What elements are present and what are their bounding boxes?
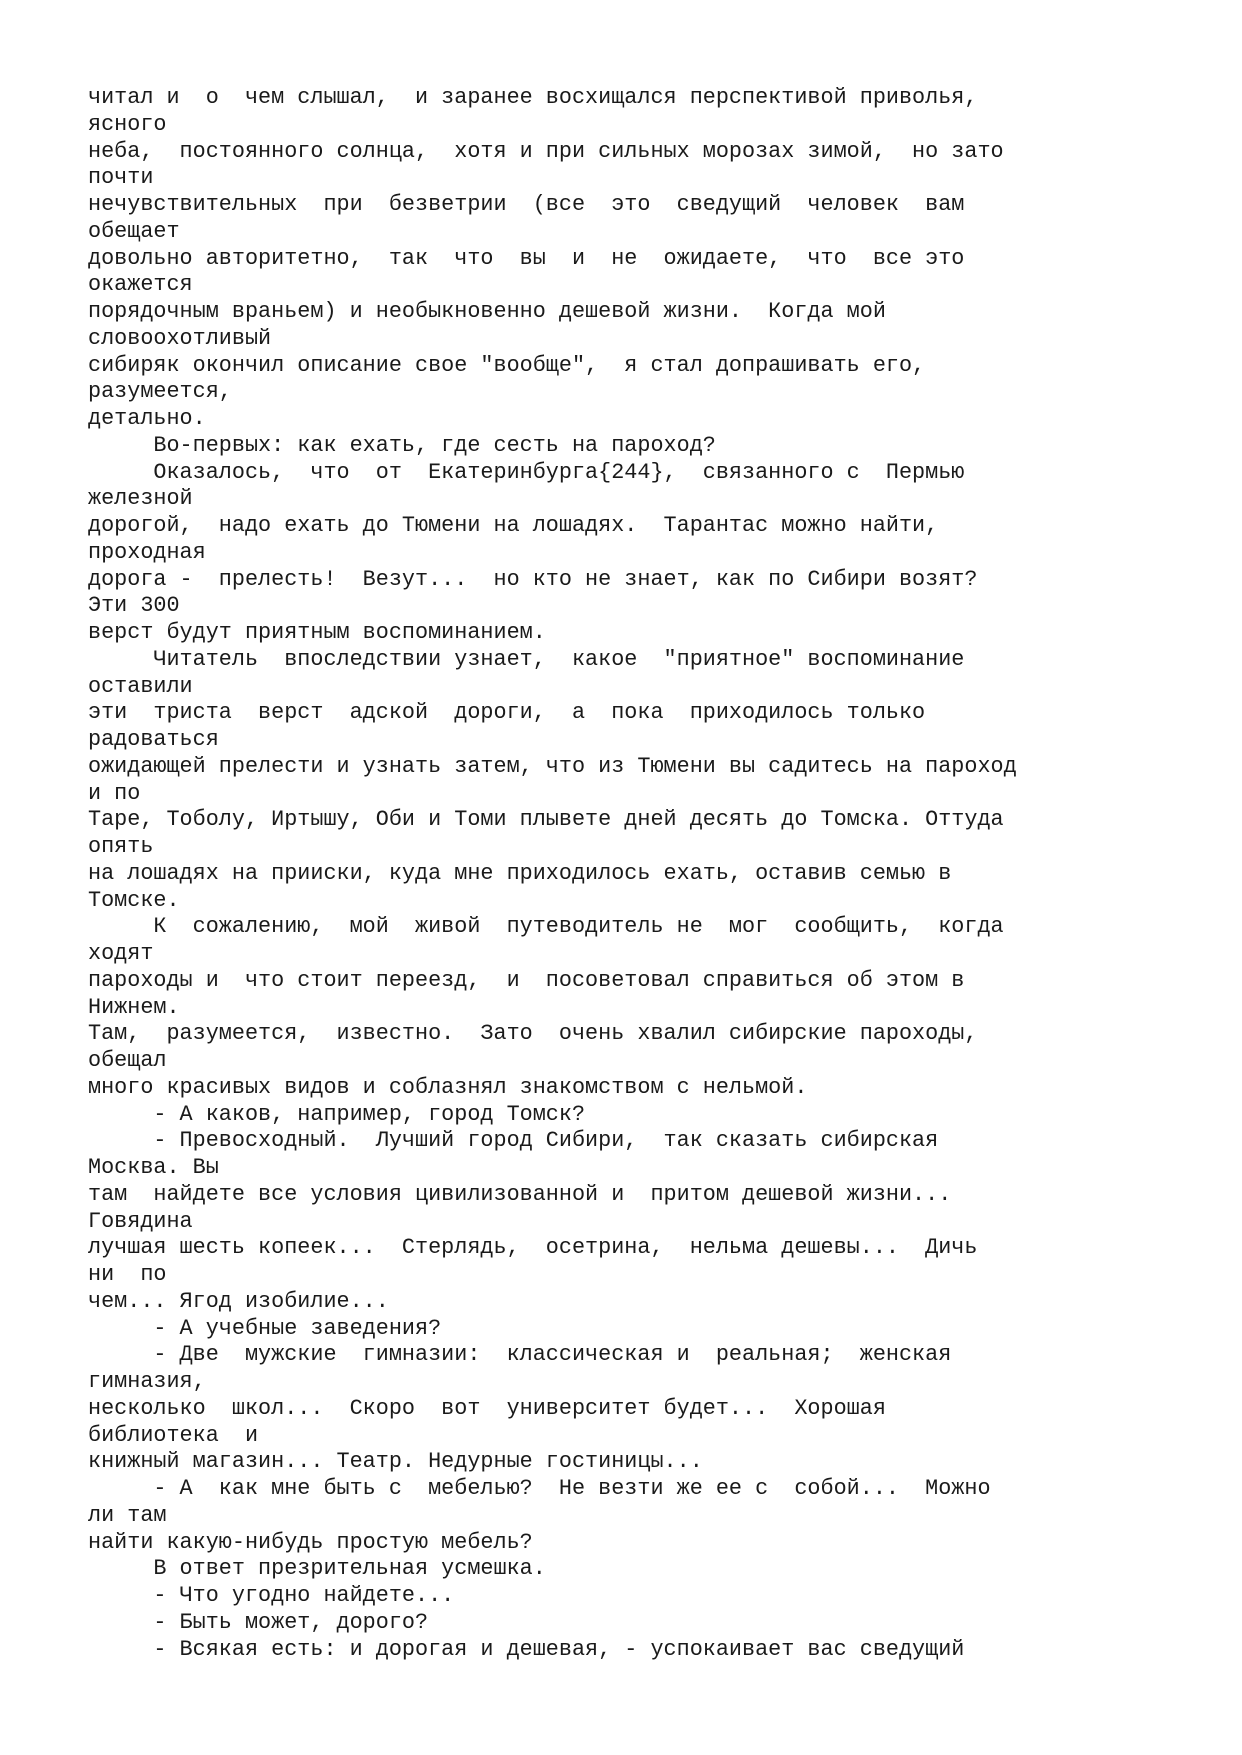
- text-line: - Две мужские гимназии: классическая и реальная; женская: [88, 1342, 952, 1368]
- text-line: там найдете все условия цивилизованной и притом дешевой жизни...: [88, 1181, 952, 1207]
- text-line: детально.: [88, 406, 206, 431]
- text-line: Читатель впоследствии узнает, какое "приятное" воспоминание: [88, 646, 965, 672]
- text-line: неба, постоянного солнца, хотя и при сильных морозах зимой, но зато: [88, 138, 1004, 164]
- text-line: железной: [88, 486, 193, 512]
- text-line: Оказалось, что от Екатеринбурга{244}, связанного с Пермью: [88, 459, 965, 485]
- text-line: К сожалению, мой живой путеводитель не мог сообщить, когда: [88, 914, 1004, 940]
- text-line: ходят: [88, 941, 154, 966]
- text-line: - Всякая есть: и дорогая и дешевая, - успокаивает вас сведущий: [88, 1636, 965, 1662]
- text-line: дорогой, надо ехать до Тюмени на лошадях. Тарантас можно найти,: [88, 513, 939, 538]
- text-line: ни по: [88, 1262, 167, 1287]
- text-line: верст будут приятным воспоминанием.: [88, 620, 546, 645]
- text-line: радоваться: [88, 727, 219, 752]
- text-line: В ответ презрительная усмешка.: [88, 1556, 546, 1582]
- text-line: обещал: [88, 1048, 167, 1073]
- text-line: ясного: [88, 111, 167, 137]
- text-line: - А каков, например, город Томск?: [88, 1101, 586, 1127]
- text-line: нечувствительных при безветрии (все это сведущий человек вам: [88, 192, 965, 217]
- text-line: Во-первых: как ехать, где сесть на пароход?: [88, 432, 716, 458]
- text-line: книжный магазин... Театр. Недурные гостиницы...: [88, 1449, 703, 1475]
- text-line: Говядина: [88, 1208, 193, 1234]
- text-line: ожидающей прелести и узнать затем, что из Тюмени вы садитесь на пароход: [88, 753, 1017, 779]
- text-line: лучшая шесть копеек... Стерлядь, осетрина, нельма дешевы... Дичь: [88, 1235, 978, 1261]
- text-line: Нижнем.: [88, 994, 180, 1020]
- text-line: - Быть может, дорого?: [88, 1609, 429, 1635]
- text-line: на лошадях на прииски, куда мне приходилось ехать, оставив семью в: [88, 860, 952, 886]
- text-line: - Превосходный. Лучший город Сибири, так сказать сибирская: [88, 1128, 939, 1154]
- text-line: Томске.: [88, 887, 180, 913]
- text-line: почти: [88, 165, 154, 191]
- text-line: пароходы и что стоит переезд, и посоветовал справиться об этом в: [88, 967, 965, 993]
- text-line: - А как мне быть с мебелью? Не везти же ее с собой... Можно: [88, 1476, 991, 1501]
- text-line: несколько школ... Скоро вот университет будет... Хорошая: [88, 1395, 886, 1421]
- text-line: чем... Ягод изобилие...: [88, 1288, 389, 1314]
- text-line: оставили: [88, 673, 193, 699]
- text-line: гимназия,: [88, 1369, 206, 1394]
- text-line: сибиряк окончил описание свое "вообще", я стал допрашивать его,: [88, 352, 926, 378]
- text-line: и по: [88, 780, 141, 806]
- text-line: обещает: [88, 218, 180, 244]
- text-line: Там, разумеется, известно. Зато очень хвалил сибирские пароходы,: [88, 1021, 978, 1047]
- document-text: [88, 85, 1208, 1663]
- text-line: порядочным враньем) и необыкновенно дешевой жизни. Когда мой: [88, 299, 886, 324]
- text-line: довольно авторитетно, так что вы и не ожидаете, что все это: [88, 245, 965, 271]
- text-line: эти триста верст адской дороги, а пока приходилось только: [88, 700, 926, 726]
- text-line: Таре, Тоболу, Иртышу, Оби и Томи плывете дней десять до Томска. Оттуда: [88, 807, 1004, 833]
- text-line: ли там: [88, 1502, 167, 1528]
- text-line: - Что угодно найдете...: [88, 1583, 455, 1608]
- text-line: найти какую-нибудь простую мебель?: [88, 1529, 533, 1555]
- text-line: - А учебные заведения?: [88, 1315, 442, 1341]
- text-line: словоохотливый: [88, 325, 272, 351]
- text-line: Эти 300: [88, 593, 180, 619]
- text-line: опять: [88, 834, 154, 859]
- text-line: окажется: [88, 272, 193, 298]
- text-line: библиотека и: [88, 1422, 259, 1448]
- text-line: Москва. Вы: [88, 1155, 219, 1180]
- text-line: читал и о чем слышал, и заранее восхищался перспективой приволья,: [88, 85, 978, 110]
- text-line: много красивых видов и соблазнял знакомством с нельмой.: [88, 1074, 808, 1100]
- text-line: проходная: [88, 539, 206, 565]
- text-line: дорога - прелесть! Везут... но кто не знает, как по Сибири возят?: [88, 566, 978, 592]
- text-line: разумеется,: [88, 379, 232, 405]
